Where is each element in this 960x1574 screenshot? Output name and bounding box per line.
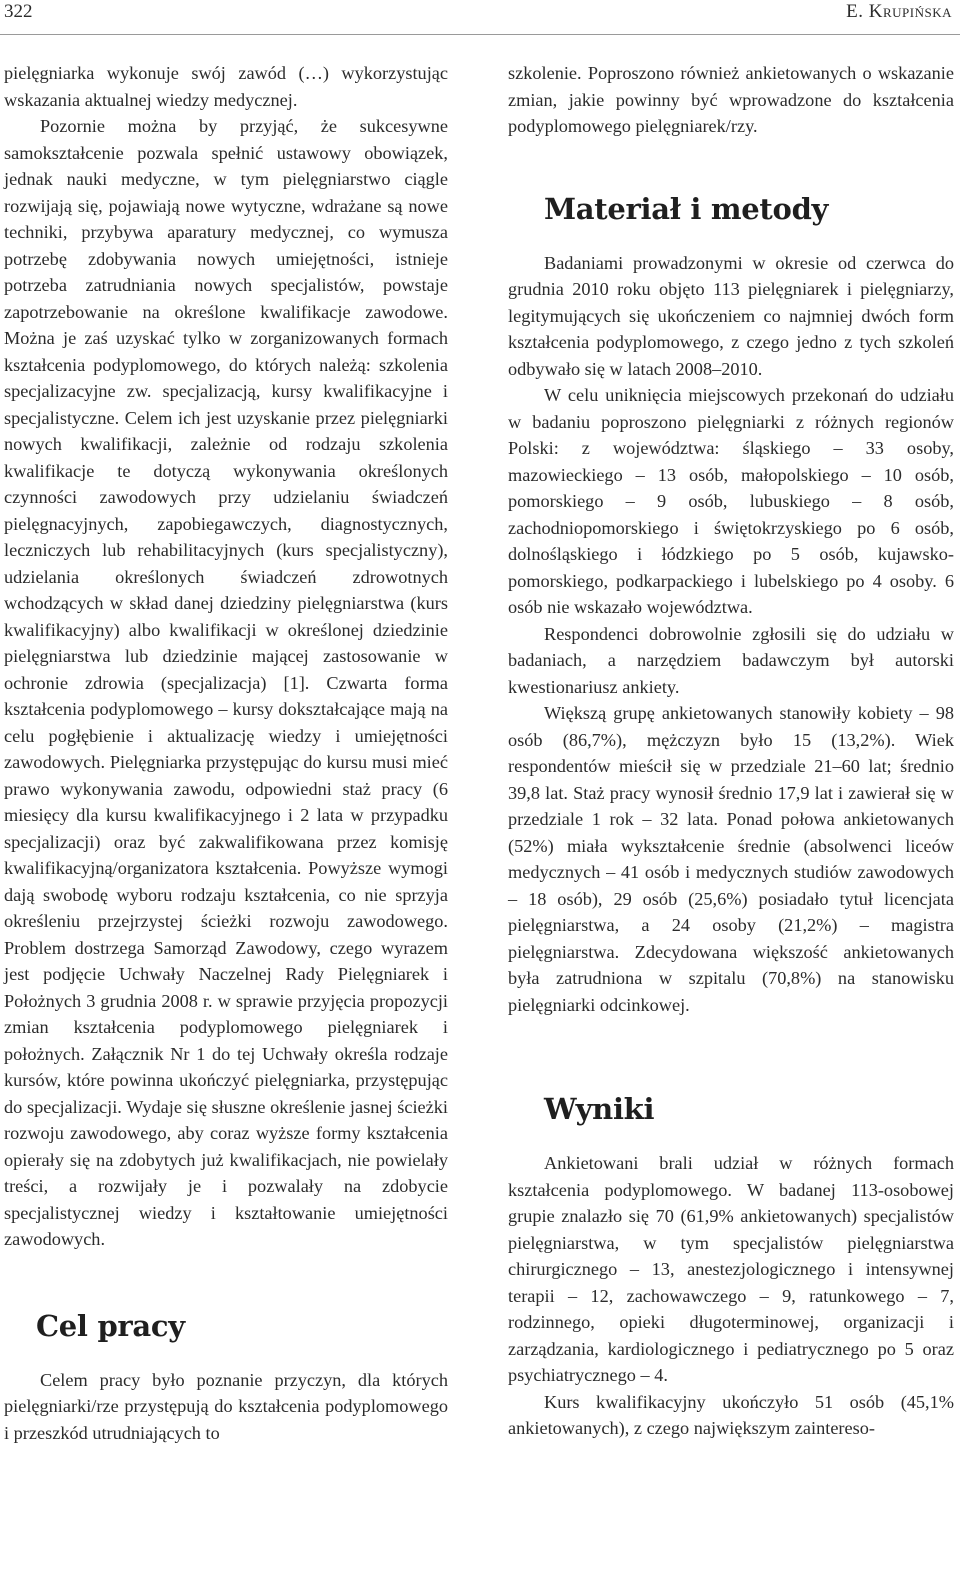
section-heading-wyniki: Wyniki bbox=[544, 1092, 655, 1126]
paragraph: Kurs kwalifikacyjny ukończyło 51 osób (45,1% ankietowanych), z czego największym zaintereso- bbox=[508, 1391, 954, 1438]
page-header bbox=[0, 0, 960, 28]
paragraph: Większą grupę ankietowanych stanowiły kobiety – 98 osób (86,7%), mężczyzn było 15 (13,2%). Wiek respondentów mieścił się w przedziale 21–60 lat; średnio 39,8 lat. Staż pracy wynosił średnio 17,9 lat i zawierał się w przedziale 1 rok – 32 lata. Ponad połowa ankietowanych (52%) miała wykształcenie średnie (absolwenci liceów medycznych – 41 osób i medycznych studiów zawodowych – 18 osób), 29 osób (25,6%) posiadało tytuł licencjata pielęgniarstwa, a 24 osoby (21,2%) – magistra pielęgniarstwa. Zdecydowana większość ankietowanych była zatrudniona w szpitalu (70,8%) na stanowisku pielęgniarki odcinkowej. bbox=[508, 703, 954, 1015]
paragraph: Respondenci dobrowolnie zgłosili się do udziału w badaniach, a narzędziem badawczym był autorski kwestionariusz ankiety. bbox=[508, 623, 954, 697]
paragraph: pielęgniarka wykonuje swój zawód (…) wykorzystując wskazania aktualnej wiedzy medycznej. bbox=[4, 63, 448, 110]
page-number: 322 bbox=[4, 1, 33, 22]
section-heading-cel-pracy: Cel pracy bbox=[36, 1308, 185, 1343]
paragraph: W celu uniknięcia miejscowych przekonań do udziału w badaniu poproszono pielęgniarki z różnych regionów Polski: z województwa: śląskiego – 33 osoby, mazowieckiego – 13 osób, małopolskiego – 10 osób, pomorskiego – 9 osób, lubuskiego – 8 osób, zachodniopomorskiego i świętokrzyskiego po 6 osób, dolnośląskiego i łódzkiego po 5 osób, kujawsko-pomorskiego, podkarpackiego i lubelskiego po 4 osoby. 6 osób nie wskazało województwa. bbox=[508, 385, 954, 617]
left-column bbox=[4, 60, 448, 1446]
header-rule bbox=[0, 34, 960, 35]
paragraph: Ankietowani brali udział w różnych formach kształcenia podyplomowego. W badanej 113-osobowej grupie znalazło się 70 (61,9% ankietowanych) specjalistów pielęgniarstwa, w tym specjalistów pielęgniarstwa chirurgicznego – 13, anestezjologicznego i intensywnej terapii – 12, zachowawczego – 9, ratunkowego – 7, rodzinnego, opieki długoterminowej, organizacji i zarządzania, kardiologicznego i pediatrycznego po 5 oraz psychiatrycznego – 4. bbox=[508, 1153, 954, 1385]
right-column bbox=[508, 60, 954, 1442]
running-head-author: E. Krupińska bbox=[846, 1, 952, 22]
paragraph: Badaniami prowadzonymi w okresie od czerwca do grudnia 2010 roku objęto 113 pielęgniarek i pielęgniarzy, legitymujących się ukończeniem co najmniej dwóch form kształcenia podyplomowego, z czego jedno z tych szkoleń odbywało się w latach 2008–2010. bbox=[508, 252, 954, 379]
paragraph: Pozornie można by przyjąć, że sukcesywne samokształcenie pozwala spełnić ustawowy obowiązek, jednak nauki medyczne, w tym pielęgniarstwo ciągle rozwijają się, pojawiają nowe wytyczne, wdrażane są nowe techniki, przybywa aparatury medycznej, co wymusza potrzebę zdobywania nowych umiejętności, istnieje potrzeba zatrudniania nowych specjalistów, powstaje zapotrzebowanie na określone kwalifikacje zawodowe. Można je zaś uzyskać tylko w zorganizowanych formach kształcenia podyplomowego, do których należą: szkolenia specjalizacyjne zw. specjalizacją, kursy kwalifikacyjne i specjalistyczne. Celem ich jest uzyskanie przez pielęgniarki nowych kwalifikacji, zależnie od rodzaju szkolenia kwalifikacje te dotyczą wykonywania określonych czynności zawodowych przy udzielaniu świadczeń pielęgnacyjnych, zapobiegawczych, diagnostycznych, leczniczych lub rehabilitacyjnych (kurs specjalistyczny), udzielania określonych świadczeń zdrowotnych wchodzących w skład danej dziedziny pielęgniarstwa (kurs kwalifikacyjny) albo kwalifikacji w określonej dziedzinie pielęgniarstwa lub dziedzinie mającej zastosowanie w ochronie zdrowia (specjalizacja) [1]. Czwarta forma kształcenia podyplomowego – kursy dokształcające mają na celu pogłębienie i aktualizację wiedzy i umiejętności zawodowych. Pielęgniarka przystępując do kursu musi mieć prawo wykonywania zawodu, odpowiedni staż pracy (6 miesięcy dla kursu kwalifikacyjnego i 2 lata w przypadku specjalizacji) oraz być zakwalifikowana przez komisję kwalifikacyjną/organizatora kształcenia. Powyższe wymogi dają swobodę wyboru rodzaju kształcenia, co nie sprzyja określeniu przejrzystej ścieżki rozwoju zawodowego. Problem dostrzega Samorząd Zawodowy, czego wyrazem jest podjęcie Uchwały Naczelnej Rady Pielęgniarek i Położnych 3 grudnia 2008 r. w sprawie przyjęcia propozycji zmian kształcenia podyplomowego pielęgniarek i położnych. Załącznik Nr 1 do tej Uchwały określa rodzaje kursów, które powinna ukończyć pielęgniarka, przystępując do specjalizacji. Wydaje się słuszne określenie jasnej ścieżki rozwoju zawodowego, aby coraz wyższe formy kształcenia opierały się na zdobytych już kwalifikacjach, nie powielały treści, a rozwijały je i pozwalały na zdobycie specjalistycznej wiedzy i kształtowanie umiejętności zawodowych. bbox=[4, 116, 448, 1249]
paragraph: szkolenie. Poproszono również ankietowanych o wskazanie zmian, jakie powinny być wprowadzone do kształcenia podyplomowego pielęgniarek/rzy. bbox=[508, 63, 954, 136]
paragraph: Celem pracy było poznanie przyczyn, dla których pielęgniarki/rze przystępują do kształcenia podyplomowego i przeszkód utrudniających to bbox=[4, 1369, 448, 1443]
section-heading-material-i-metody: Materiał i metody bbox=[544, 191, 829, 226]
